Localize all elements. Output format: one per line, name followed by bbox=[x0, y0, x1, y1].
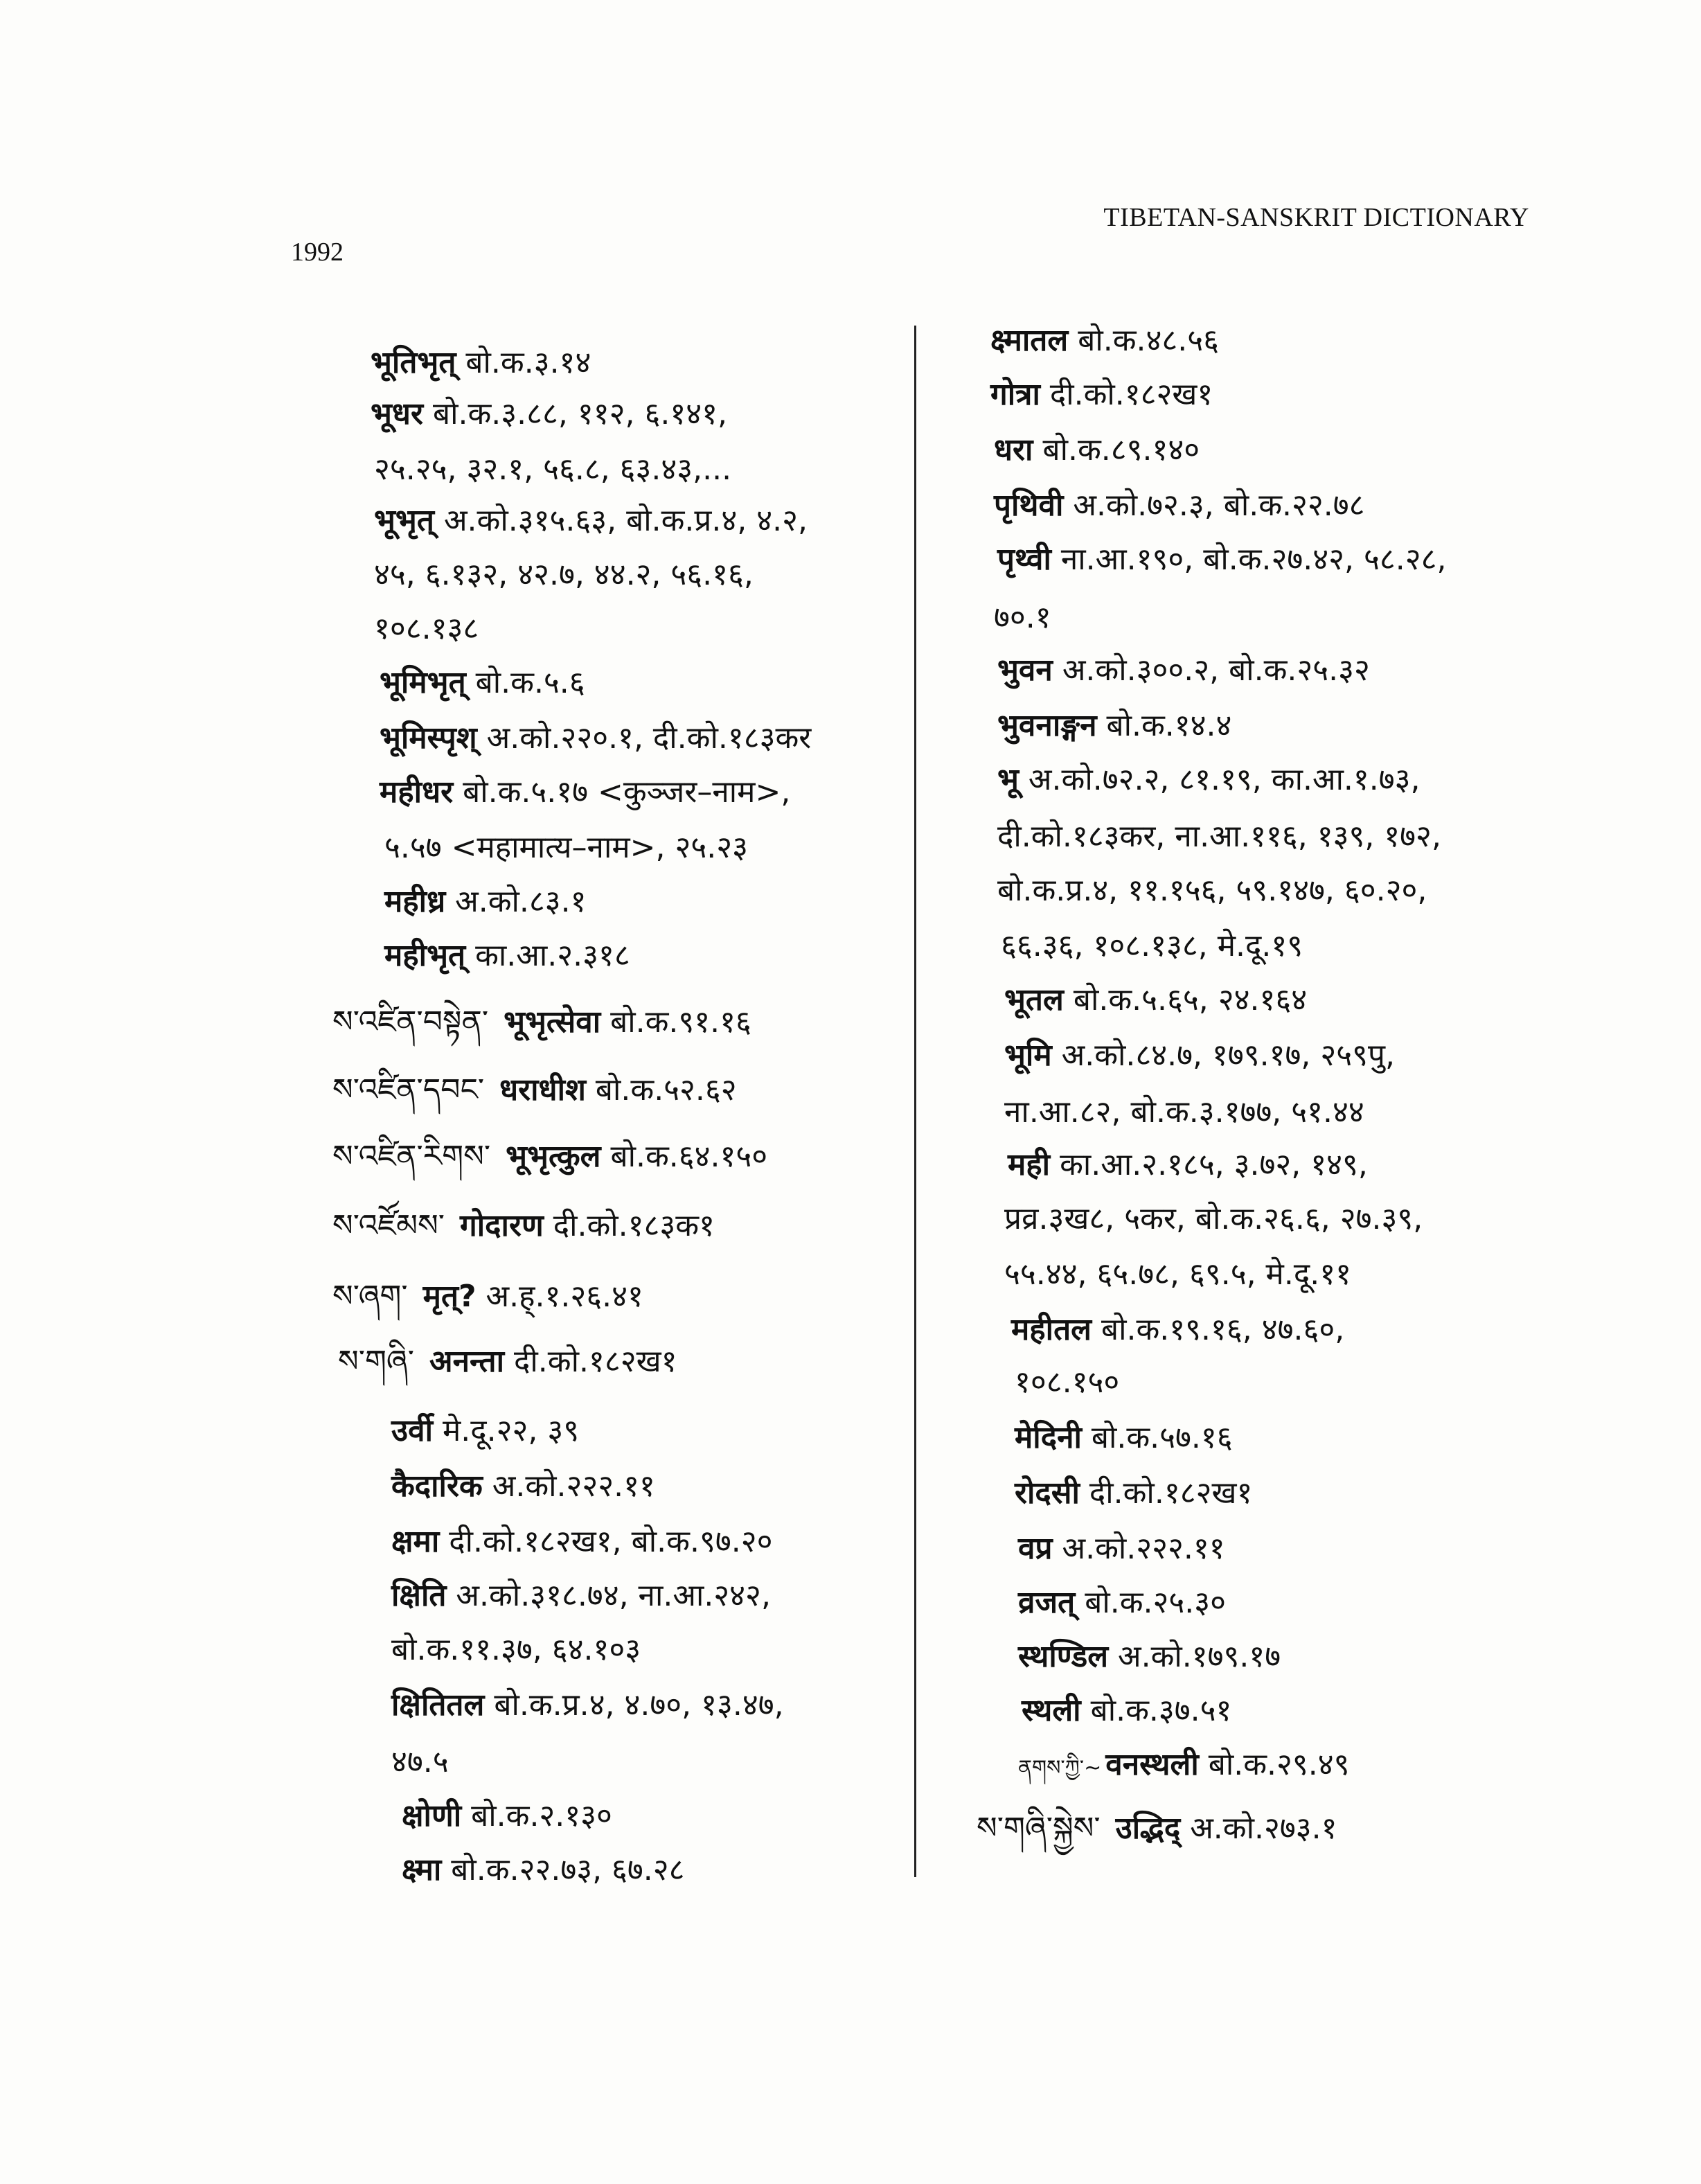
reference-text: बो.क.५२.६२ bbox=[585, 1072, 737, 1108]
sanskrit-headword: गोदारण bbox=[460, 1208, 544, 1243]
page-number: 1992 bbox=[291, 238, 344, 267]
dictionary-line bbox=[1015, 1417, 1233, 1459]
sanskrit-headword: भूमिभृत् bbox=[380, 665, 466, 700]
sanskrit-headword: धरा bbox=[994, 432, 1033, 468]
dictionary-line bbox=[1001, 925, 1303, 967]
reference-text: बो.क.२५.३० bbox=[1075, 1585, 1226, 1620]
sanskrit-headword: उद्भिद् bbox=[1115, 1811, 1181, 1846]
sanskrit-headword: मृत्? bbox=[422, 1279, 477, 1314]
reference-text: बो.क.१९.१६, ४७.६०, bbox=[1091, 1312, 1345, 1347]
reference-text: ना.आ.८२, बो.क.३.१७७, ५१.४४ bbox=[1004, 1094, 1364, 1130]
reference-text: दी.को.१८२ख१ bbox=[1040, 377, 1213, 412]
sanskrit-headword: क्षिति bbox=[391, 1578, 447, 1613]
sanskrit-headword: महीभृत् bbox=[384, 938, 466, 973]
reference-text: ४५, ६.१३२, ४२.७, ४४.२, ५६.१६, bbox=[374, 557, 754, 592]
sanskrit-headword: क्ष्मातल bbox=[990, 323, 1069, 358]
sanskrit-headword: पृथ्वी bbox=[997, 542, 1051, 577]
reference-text: अ.को.३१५.६३, बो.क.प्र.४, ४.२, bbox=[434, 503, 808, 538]
reference-text: अ.ह्.१.२६.४१ bbox=[476, 1279, 643, 1314]
sanskrit-headword: मही bbox=[1008, 1147, 1051, 1182]
sanskrit-headword: धराधीश bbox=[499, 1072, 586, 1108]
running-head: TIBETAN-SANSKRIT DICTIONARY bbox=[1103, 203, 1529, 232]
reference-text: बो.क.५.६ bbox=[465, 665, 585, 700]
reference-text: १०८.१३८ bbox=[374, 611, 479, 646]
reference-text: बो.क.४८.५६ bbox=[1068, 323, 1219, 358]
reference-text: अ.को.८३.१ bbox=[445, 884, 587, 919]
sanskrit-headword: भूभृत्कुल bbox=[506, 1139, 601, 1174]
sanskrit-headword: वप्र bbox=[1018, 1531, 1053, 1566]
dictionary-line bbox=[1004, 1254, 1351, 1295]
reference-text: बो.क.२९.४९ bbox=[1198, 1747, 1350, 1782]
sanskrit-headword: स्थली bbox=[1022, 1693, 1081, 1728]
reference-text: बो.क.३.१४ bbox=[456, 345, 591, 380]
reference-text: बो.क.८९.१४० bbox=[1033, 432, 1200, 468]
dictionary-line bbox=[990, 374, 1213, 416]
sanskrit-headword: भुवन bbox=[997, 652, 1053, 688]
dictionary-line bbox=[977, 1808, 1337, 1849]
sanskrit-headword: भूतिभृत् bbox=[371, 345, 456, 380]
reference-text: अ.को.८४.७, १७९.१७, २५९पु, bbox=[1051, 1038, 1395, 1073]
reference-text: १०८.१५० bbox=[1015, 1365, 1120, 1400]
reference-text: ना.आ.१९०, बो.क.२७.४२, ५८.२८, bbox=[1051, 542, 1447, 577]
reference-text: बो.क.प्र.४, ४.७०, १३.४७, bbox=[484, 1687, 784, 1723]
sanskrit-headword: व्रजत् bbox=[1018, 1585, 1076, 1620]
sanskrit-headword: महीधर bbox=[380, 774, 454, 810]
sanskrit-headword: भू bbox=[997, 762, 1019, 797]
dictionary-line bbox=[1018, 1528, 1225, 1570]
reference-text: बो.क.१४.४ bbox=[1096, 708, 1232, 743]
reference-text: अ.को.३१८.७४, ना.आ.२४२, bbox=[446, 1578, 771, 1613]
reference-text: ७०.१ bbox=[994, 600, 1051, 635]
reference-text: दी.को.१८३क१ bbox=[543, 1208, 715, 1243]
reference-text: दी.को.१८२ख१ bbox=[1079, 1475, 1253, 1511]
sanskrit-headword: स्थण्डिल bbox=[1018, 1639, 1109, 1674]
reference-text: अ.को.२२०.१, दी.को.१८३कर bbox=[477, 720, 812, 756]
sanskrit-headword: उर्वी bbox=[391, 1413, 433, 1448]
dictionary-line bbox=[1004, 1035, 1395, 1076]
reference-text: बो.क.११.३७, ६४.१०३ bbox=[391, 1632, 641, 1667]
dictionary-line bbox=[997, 539, 1446, 580]
dictionary-line bbox=[990, 320, 1219, 362]
reference-text: अ.को.७२.३, बो.क.२२.७८ bbox=[1063, 488, 1365, 523]
reference-text: ५५.४४, ६५.७८, ६९.५, मे.दू.११ bbox=[1004, 1257, 1351, 1292]
sanskrit-headword: क्षमा bbox=[391, 1524, 440, 1559]
dictionary-line bbox=[997, 650, 1370, 691]
dictionary-line bbox=[1004, 1198, 1423, 1240]
reference-text: दी.को.१८३कर, ना.आ.११६, १३९, १७२, bbox=[997, 819, 1441, 854]
reference-text: बो.क.९१.१६ bbox=[600, 1004, 751, 1040]
reference-text: अ.को.१७९.१७ bbox=[1108, 1639, 1281, 1674]
reference-text: अ.को.७२.२, ८१.१९, का.आ.१.७३, bbox=[1018, 762, 1421, 797]
tibetan-headword: ནགས་ཀྱི་~ bbox=[1018, 1756, 1102, 1780]
sanskrit-headword: रोदसी bbox=[1015, 1475, 1080, 1511]
dictionary-line bbox=[1004, 979, 1307, 1021]
dictionary-line bbox=[1011, 1309, 1344, 1351]
reference-text: बो.क.२२.७३, ६७.२८ bbox=[441, 1852, 685, 1888]
sanskrit-headword: भूभृत्सेवा bbox=[504, 1004, 601, 1040]
dictionary-line bbox=[1004, 1092, 1364, 1133]
reference-text: बो.क.५७.१६ bbox=[1081, 1420, 1233, 1455]
sanskrit-headword: गोत्रा bbox=[990, 377, 1040, 412]
tibetan-headword: ས་གཞི་ bbox=[338, 1344, 414, 1379]
reference-text: ४७.५ bbox=[391, 1744, 449, 1779]
tibetan-headword: ས་འཛིན་རིགས་ bbox=[332, 1139, 491, 1174]
reference-text: अ.को.३००.२, बो.क.२५.३२ bbox=[1052, 652, 1370, 688]
reference-text: बो.क.५.६५, २४.१६४ bbox=[1063, 982, 1308, 1018]
dictionary-line bbox=[1018, 1582, 1226, 1624]
reference-text: का.आ.२.३१८ bbox=[465, 938, 630, 973]
sanskrit-headword: मेदिनी bbox=[1015, 1420, 1082, 1455]
sanskrit-headword: भूतल bbox=[1004, 982, 1064, 1018]
dictionary-line bbox=[997, 705, 1231, 747]
sanskrit-headword: क्ष्मा bbox=[402, 1852, 442, 1888]
dictionary-line bbox=[994, 429, 1200, 471]
tibetan-headword: ས་འཛིན་དབང་ bbox=[332, 1072, 485, 1108]
reference-text: ६६.३६, १०८.१३८, मे.दू.१९ bbox=[1001, 928, 1303, 964]
sanskrit-headword: अनन्ता bbox=[429, 1344, 505, 1379]
reference-text: ५.५७ <महामात्य–नाम>, २५.२३ bbox=[384, 830, 749, 865]
reference-text: अ.को.२७३.१ bbox=[1180, 1811, 1337, 1846]
dictionary-line bbox=[997, 759, 1421, 801]
reference-text: बो.क.५.१७ <कुञ्जर–नाम>, bbox=[453, 774, 791, 810]
tibetan-headword: ས་འཛིན་བསྟེན་ bbox=[332, 1004, 489, 1040]
dictionary-line bbox=[997, 816, 1441, 858]
sanskrit-headword: भूधर bbox=[371, 396, 423, 432]
tibetan-headword: ས་འཛོམས་ bbox=[332, 1208, 445, 1243]
dictionary-line bbox=[997, 870, 1427, 912]
sanskrit-headword: वनस्थली bbox=[1105, 1747, 1199, 1782]
dictionary-line bbox=[994, 597, 1051, 639]
sanskrit-headword: महीध्र bbox=[384, 884, 446, 919]
sanskrit-headword: महीतल bbox=[1011, 1312, 1092, 1347]
reference-text: बो.क.२.१३० bbox=[461, 1798, 612, 1834]
tibetan-headword: ས་གཞི་སྐྱེས་ bbox=[977, 1811, 1101, 1846]
reference-text: दी.को.१८२ख१, बो.क.९७.२० bbox=[439, 1524, 773, 1559]
dictionary-line bbox=[1015, 1362, 1119, 1403]
sanskrit-headword: भूमि bbox=[1004, 1038, 1052, 1073]
reference-text: मे.दू.२२, ३९ bbox=[432, 1413, 580, 1448]
sanskrit-headword: भूमिस्पृश् bbox=[380, 720, 477, 756]
dictionary-line bbox=[1018, 1636, 1281, 1678]
dictionary-line bbox=[1022, 1690, 1231, 1732]
dictionary-line bbox=[1018, 1744, 1350, 1789]
sanskrit-headword: कैदारिक bbox=[391, 1468, 483, 1504]
reference-text: बो.क.३.८८, ११२, ६.१४१, bbox=[423, 396, 727, 432]
reference-text: प्रव्र.३ख८, ५कर, बो.क.२६.६, २७.३९, bbox=[1004, 1201, 1423, 1236]
sanskrit-headword: पृथिवी bbox=[994, 488, 1064, 523]
reference-text: बो.क.प्र.४, ११.१५६, ५९.१४७, ६०.२०, bbox=[997, 873, 1427, 908]
sanskrit-headword: क्षितितल bbox=[391, 1687, 485, 1723]
reference-text: अ.को.२२२.११ bbox=[1052, 1531, 1225, 1566]
sanskrit-headword: भूभृत् bbox=[374, 503, 434, 538]
reference-text: अ.को.२२२.११ bbox=[482, 1468, 655, 1504]
sanskrit-headword: क्षोणी bbox=[402, 1798, 462, 1834]
reference-text: बो.क.३७.५१ bbox=[1080, 1693, 1232, 1728]
sanskrit-headword: भुवनाङ्गन bbox=[997, 708, 1097, 743]
tibetan-headword: ས་ཞག་ bbox=[332, 1279, 408, 1314]
reference-text: बो.क.६४.१५० bbox=[600, 1139, 768, 1174]
dictionary-line bbox=[994, 485, 1365, 526]
reference-text: दी.को.१८२ख१ bbox=[504, 1344, 677, 1379]
reference-text: २५.२५, ३२.१, ५६.८, ६३.४३,... bbox=[374, 452, 732, 487]
dictionary-line bbox=[1008, 1144, 1368, 1186]
reference-text: का.आ.२.१८५, ३.७२, १४९, bbox=[1050, 1147, 1368, 1182]
dictionary-line bbox=[1015, 1473, 1252, 1514]
